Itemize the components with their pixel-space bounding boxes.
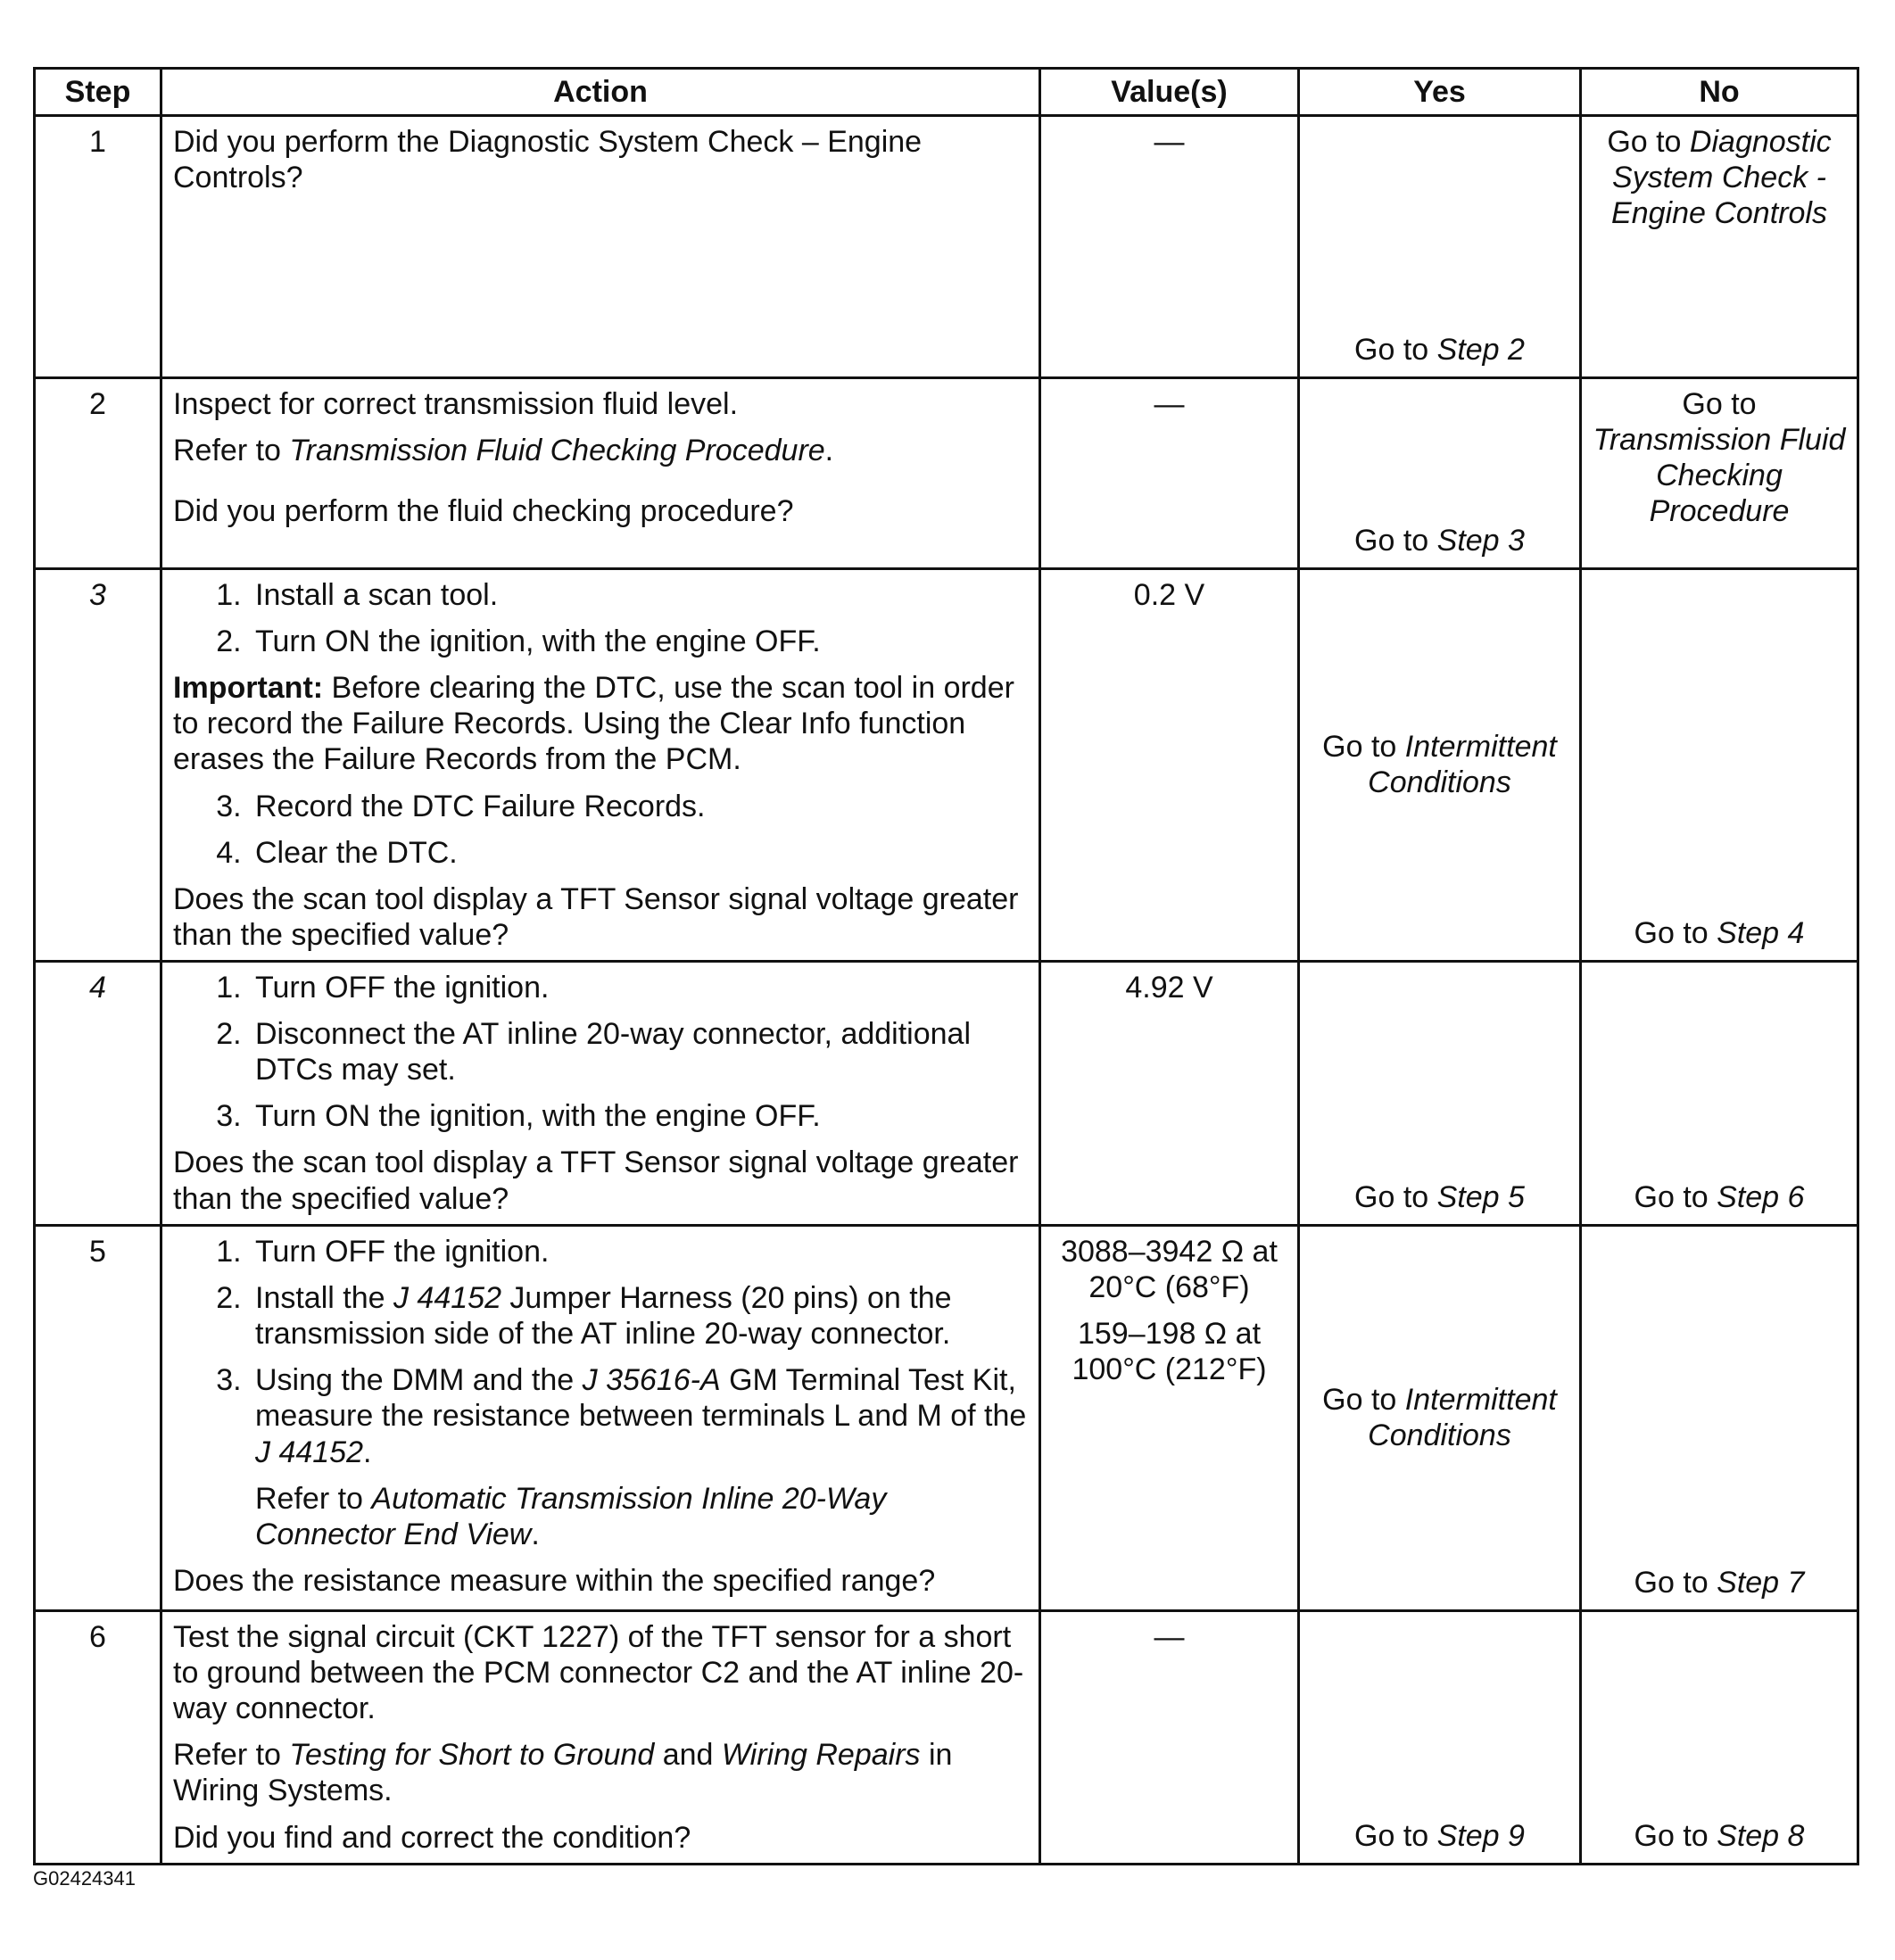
action-text: Did you perform the Diagnostic System Check – Engine Controls?: [173, 125, 923, 195]
value-cell: 0.2 V: [1040, 569, 1299, 962]
refer-link[interactable]: Automatic Transmission Inline 20-Way Connector End View: [255, 1481, 887, 1551]
yes-link[interactable]: Intermittent Conditions: [1368, 730, 1557, 800]
refer-text: [173, 1737, 1028, 1808]
question-text: Did you perform the fluid checking procedure?: [173, 494, 794, 529]
action-cell: [161, 961, 1040, 1225]
no-link[interactable]: Diagnostic System Check - Engine Controls: [1611, 125, 1832, 231]
step-number: 6: [35, 1610, 161, 1864]
important-label: Important:: [173, 671, 324, 706]
yes-cell: [1299, 1225, 1581, 1610]
no-prefix: Go to: [1634, 1179, 1717, 1214]
value-line: 3088–3942 Ω at 20°C (68°F): [1061, 1234, 1278, 1305]
no-cell: [1581, 961, 1858, 1225]
header-values: Value(s): [1040, 69, 1299, 116]
step-number: 4: [35, 961, 161, 1225]
procedure-list: [173, 789, 1028, 871]
step-text: Install the: [255, 1281, 393, 1316]
value-cell: —: [1040, 1610, 1299, 1864]
step-text: Jumper Harness (20 pins) on the transmission side of the AT inline 20-way connector.: [255, 1281, 952, 1352]
refer-prefix: Refer to: [173, 1738, 290, 1773]
yes-link[interactable]: Step 3: [1436, 523, 1525, 558]
yes-link[interactable]: Step 2: [1436, 332, 1525, 367]
value-cell: —: [1040, 116, 1299, 378]
list-item: 2. Disconnect the AT inline 20-way connector, additional DTCs may set.: [250, 1016, 1028, 1088]
action-cell: [161, 1225, 1040, 1610]
refer-prefix: Refer to: [255, 1481, 372, 1516]
yes-cell: [1299, 378, 1581, 569]
step-number: 3: [35, 569, 161, 962]
action-text: Inspect for correct transmission fluid level.: [173, 387, 739, 421]
yes-prefix: Go to: [1322, 1383, 1405, 1418]
tool-reference: J 44152: [393, 1281, 501, 1316]
no-prefix: Go to: [1634, 1565, 1717, 1600]
no-link[interactable]: Step 6: [1717, 1179, 1805, 1214]
yes-link[interactable]: Intermittent Conditions: [1368, 1383, 1557, 1453]
yes-cell: [1299, 569, 1581, 962]
list-item: 1. Turn OFF the ignition.: [250, 1234, 1028, 1269]
value-cell: [1040, 1225, 1299, 1610]
refer-suffix: .: [531, 1517, 540, 1551]
tool-reference: J 35616-A: [582, 1363, 721, 1398]
header-no: No: [1581, 69, 1858, 116]
refer-prefix: Refer to: [173, 434, 290, 468]
header-step: Step: [35, 69, 161, 116]
header-row: [35, 69, 1858, 116]
yes-prefix: Go to: [1354, 1179, 1437, 1214]
refer-link[interactable]: Wiring Repairs: [721, 1738, 921, 1773]
action-cell: [161, 116, 1040, 378]
value-cell: 4.92 V: [1040, 961, 1299, 1225]
header-yes: Yes: [1299, 69, 1581, 116]
refer-link[interactable]: Transmission Fluid Checking Procedure: [289, 434, 825, 468]
step-number: 5: [35, 1225, 161, 1610]
no-cell: [1581, 1610, 1858, 1864]
no-prefix: Go to: [1634, 915, 1717, 950]
no-link[interactable]: Transmission Fluid Checking Procedure: [1593, 423, 1846, 529]
table-row-step-1: [35, 116, 1858, 378]
yes-link[interactable]: Step 5: [1436, 1179, 1525, 1214]
no-prefix: Go to: [1634, 1818, 1717, 1853]
no-cell: [1581, 1225, 1858, 1610]
action-cell: [161, 569, 1040, 962]
list-item: 3. Turn ON the ignition, with the engine OFF.: [250, 1098, 1028, 1134]
step-text: GM Terminal Test Kit, measure the resistance between terminals L and M of the: [255, 1363, 1027, 1434]
figure-id: G02424341: [33, 1867, 136, 1890]
question-text: Does the scan tool display a TFT Sensor signal voltage greater than the specified value?: [173, 881, 1019, 952]
refer-link[interactable]: Testing for Short to Ground: [289, 1738, 655, 1773]
yes-link[interactable]: Step 9: [1436, 1818, 1525, 1853]
list-item: [250, 1362, 1028, 1552]
step-number: 1: [35, 116, 161, 378]
important-text: Before clearing the DTC, use the scan tool in order to record the Failure Records. Using the Clear Info function erases the Failure Records from the PCM.: [173, 671, 1014, 777]
important-note: [173, 670, 1028, 777]
question-text: Did you find and correct the condition?: [173, 1820, 691, 1855]
list-item: 3. Record the DTC Failure Records.: [250, 789, 1028, 824]
table-row-step-2: [35, 378, 1858, 569]
question-text: Does the scan tool display a TFT Sensor signal voltage greater than the specified value?: [173, 1145, 1019, 1216]
no-prefix: Go to: [1682, 387, 1757, 421]
tool-reference: J 44152: [255, 1435, 363, 1469]
table-row-step-4: [35, 961, 1858, 1225]
value-cell: —: [1040, 378, 1299, 569]
refer-text: [255, 1481, 1028, 1552]
no-link[interactable]: Step 8: [1717, 1818, 1805, 1853]
yes-prefix: Go to: [1354, 523, 1437, 558]
list-item: [250, 1280, 1028, 1352]
yes-cell: [1299, 961, 1581, 1225]
yes-cell: [1299, 116, 1581, 378]
no-cell: [1581, 116, 1858, 378]
table-row-step-5: [35, 1225, 1858, 1610]
list-item: 4. Clear the DTC.: [250, 835, 1028, 871]
yes-prefix: Go to: [1322, 730, 1405, 765]
table-row-step-3: [35, 569, 1858, 962]
no-link[interactable]: Step 4: [1717, 915, 1805, 950]
table-row-step-6: [35, 1610, 1858, 1864]
action-text: Test the signal circuit (CKT 1227) of the TFT sensor for a short to ground between the PCM connector C2 and the AT inline 20-way connector.: [173, 1619, 1024, 1726]
no-cell: [1581, 378, 1858, 569]
procedure-list: [173, 970, 1028, 1134]
list-item: 1. Turn OFF the ignition.: [250, 970, 1028, 1005]
value-line: 159–198 Ω at 100°C (212°F): [1072, 1317, 1267, 1387]
yes-prefix: Go to: [1354, 1818, 1437, 1853]
list-item: 2. Turn ON the ignition, with the engine OFF.: [250, 624, 1028, 659]
yes-cell: [1299, 1610, 1581, 1864]
yes-prefix: Go to: [1354, 332, 1437, 367]
diagnostic-table: [33, 67, 1859, 1865]
refer-mid: and: [654, 1738, 722, 1773]
procedure-list: [173, 1234, 1028, 1552]
refer-suffix: in Wiring Systems.: [173, 1738, 953, 1808]
no-cell: [1581, 569, 1858, 962]
step-text: .: [363, 1435, 372, 1469]
no-link[interactable]: Step 7: [1717, 1565, 1805, 1600]
step-number: 2: [35, 378, 161, 569]
action-cell: [161, 378, 1040, 569]
refer-suffix: .: [824, 434, 834, 468]
step-text: Using the DMM and the: [255, 1363, 583, 1398]
action-cell: [161, 1610, 1040, 1864]
question-text: Does the resistance measure within the specified range?: [173, 1563, 936, 1598]
header-action: Action: [161, 69, 1040, 116]
no-prefix: Go to: [1607, 125, 1690, 159]
list-item: 1. Install a scan tool.: [250, 577, 1028, 613]
procedure-list: [173, 577, 1028, 659]
refer-text: [173, 433, 1028, 468]
